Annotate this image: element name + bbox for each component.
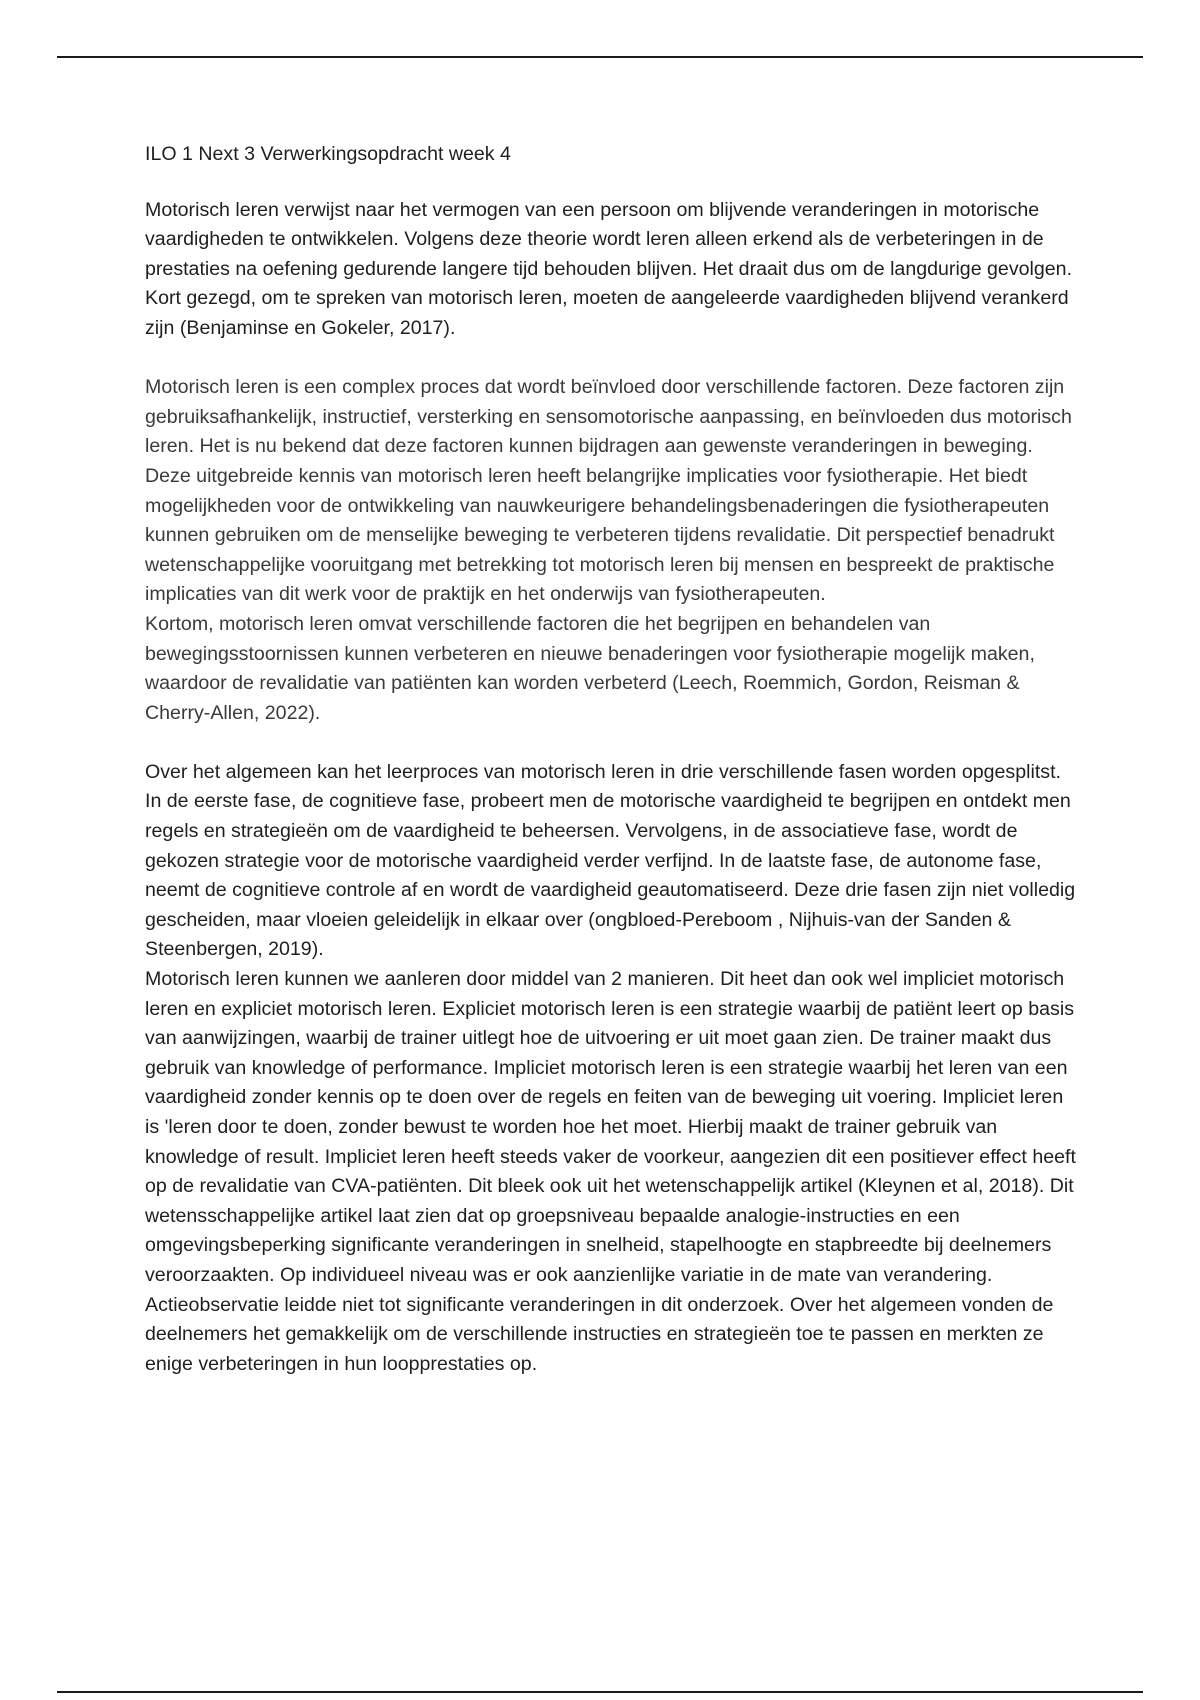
header-rule	[57, 56, 1143, 58]
paragraph-spacer	[145, 344, 1080, 374]
document-title: ILO 1 Next 3 Verwerkingsopdracht week 4	[145, 143, 511, 165]
paragraph-influencing-factors: Motorisch leren is een complex proces dat wordt beïnvloed door verschillende factoren. Deze factoren zijn gebruiksafhankelijk, instructief, versterking en sensomotorische aanpassing, en beïnvloeden dus motorisch leren. Het is nu bekend dat deze factoren kunnen bijdragen aan gewenste veranderingen in beweging. Deze uitgebreide kennis van motorisch leren heeft belangrijke implicaties voor fysiotherapie. Het biedt mogelijkheden voor de ontwikkeling van nauwkeurigere behandelingsbenaderingen die fysiotherapeuten kunnen gebruiken om de menselijke beweging te verbeteren tijdens revalidatie. Dit perspectief benadrukt wetenschappelijke vooruitgang met betrekking tot motorisch leren bij mensen en bespreekt de praktische implicaties van dit werk voor de praktijk en het onderwijs van fysiotherapeuten.	[145, 376, 1072, 606]
document-body	[145, 140, 1080, 1379]
paragraph-summary: Kortom, motorisch leren omvat verschillende factoren die het begrijpen en behandelen van bewegingsstoornissen kunnen verbeteren en nieuwe benaderingen voor fysiotherapie mogelijk maken, waardoor de revalidatie van patiënten kan worden verbeterd (Leech, Roemmich, Gordon, Reisman & Cherry-Allen, 2022).	[145, 612, 1035, 724]
footer-rule	[57, 1691, 1143, 1693]
paragraph-implicit-explicit-learning: Motorisch leren kunnen we aanleren door middel van 2 manieren. Dit heet dan ook wel impliciet motorisch leren en expliciet motorisch leren. Expliciet motorisch leren is een strategie waarbij de patiënt leert op basis van aanwijzingen, waarbij de trainer uitlegt hoe de uitvoering er uit moet gaan zien. De trainer maakt dus gebruik van knowledge of performance. Impliciet motorisch leren is een strategie waarbij het leren van een vaardigheid zonder kennis op te doen over de regels en feiten van de beweging uit voering. Impliciet leren is 'leren door te doen, zonder bewust te worden hoe het moet. Hierbij maakt de trainer gebruik van knowledge of result. Impliciet leren heeft steeds vaker de voorkeur, aangezien dit een positiever effect heeft op de revalidatie van CVA-patiënten. Dit bleek ook uit het wetenschappelijk artikel (Kleynen et al, 2018). Dit wetensschappelijke artikel laat zien dat op groepsniveau bepaalde analogie-instructies en een omgevingsbeperking significante veranderingen in snelheid, stapelhoogte en stapbreedte bij deelnemers veroorzaakten. Op individueel niveau was er ook aanzienlijke variatie in de mate van verandering. Actieobservatie leidde niet tot significante veranderingen in dit onderzoek. Over het algemeen vonden de deelnemers het gemakkelijk om de verschillende instructies en strategieën toe te passen en merkten ze enige verbeteringen in hun loopprestaties op.	[145, 968, 1076, 1375]
paragraph-motor-learning-definition: Motorisch leren verwijst naar het vermogen van een persoon om blijvende veranderingen in motorische vaardigheden te ontwikkelen. Volgens deze theorie wordt leren alleen erkend als de verbeteringen in de prestaties na oefening gedurende langere tijd behouden blijven. Het draait dus om de langdurige gevolgen. Kort gezegd, om te spreken van motorisch leren, moeten de aangeleerde vaardigheden blijvend verankerd zijn (Benjaminse en Gokeler, 2017).	[145, 198, 1073, 339]
paragraph-spacer	[145, 728, 1080, 758]
paragraph-learning-phases: Over het algemeen kan het leerproces van motorisch leren in drie verschillende fasen worden opgesplitst. In de eerste fase, de cognitieve fase, probeert men de motorische vaardigheid te begrijpen en ontdekt men regels en strategieën om de vaardigheid te beheersen. Vervolgens, in de associatieve fase, wordt de gekozen strategie voor de motorische vaardigheid verder verfijnd. In de laatste fase, de autonome fase, neemt de cognitieve controle af en wordt de vaardigheid geautomatiseerd. Deze drie fasen zijn niet volledig gescheiden, maar vloeien geleidelijk in elkaar over (ongbloed-Pereboom , Nijhuis-van der Sanden & Steenbergen, 2019).	[145, 760, 1076, 961]
